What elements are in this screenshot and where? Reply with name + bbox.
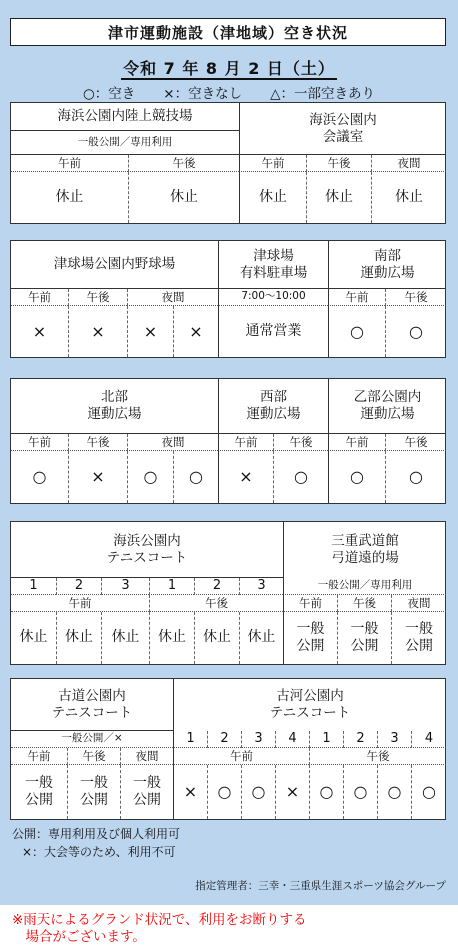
date-label: 令和 7 年 8 月 2 日（土） [123,59,335,78]
status-cell: ○ [411,765,446,819]
court-number: 3 [377,731,411,748]
col-header: 午前 [328,289,385,306]
col-header: 午前 [173,748,309,765]
rain-warning: ※雨天によるグランド状況で、利用をお断りする 場合がございます。 [12,912,307,945]
facility-name: 乙部公園内 運動広場 [328,379,446,434]
status-cell: 休止 [19,629,48,646]
status-cell: 一般 公開 [283,612,337,664]
status-cell: 一般 公開 [391,612,446,664]
status-cell: 一般 公開 [337,612,391,664]
facility-name: 三重武道館 弓道遠的場 [283,522,446,578]
facility-name: 西部 運動広場 [218,379,328,434]
col-header: 午後 [309,748,446,765]
status-cell: 通常営業 [218,306,328,357]
facility-name: 古道公園内 テニスコート [11,679,173,731]
court-number: 1 [309,731,343,748]
col-header: 午前 [239,155,306,172]
status-cell: × [32,321,47,341]
col-header: 午後 [385,434,446,451]
col-header: 午前 [11,748,67,765]
col-header: 午後 [306,155,371,172]
status-cell: × [275,765,309,819]
court-number: 2 [343,731,377,748]
court-number: 1 [149,578,194,595]
block-sports-grounds [10,378,446,504]
col-header: 夜間 [120,748,173,765]
col-header: 午前 [11,434,68,451]
col-header: 夜間 [391,595,446,612]
col-header: 午後 [337,595,391,612]
block-tennis-kyudo [10,521,446,665]
facility-sub: 一般公開／× [11,731,173,748]
col-header: 午前 [11,289,68,306]
status-cell: ○ [328,306,385,357]
col-header: 夜間 [127,289,218,306]
facility-name: 津球場公園内野球場 [11,241,218,289]
legend [0,82,458,102]
court-number: 2 [207,731,241,748]
facility-name: 海浜公園内陸上競技場 [11,103,239,131]
status-cell: 休止 [239,612,283,664]
col-header: 午後 [273,434,328,451]
status-cell: × [68,306,127,357]
status-cell: 休止 [101,612,149,664]
legend-partial: △：一部空きあり [270,86,375,102]
court-number: 4 [275,731,309,748]
status-cell: 休止 [55,188,84,205]
status-cell: ○ [309,765,343,819]
status-cell: 一般 公開 [67,765,120,819]
court-number: 4 [411,731,446,748]
col-header: 午後 [68,289,127,306]
col-header: 午後 [67,748,120,765]
facility-name: 津球場 有料駐車場 [218,241,328,289]
col-header: 夜間 [127,434,218,451]
facility-name: 南部 運動広場 [328,241,446,289]
status-cell: ○ [377,765,411,819]
col-header: 午前 [11,155,128,172]
status-cell: 一般 公開 [25,774,53,808]
facility-name: 海浜公園内 テニスコート [11,522,283,578]
col-header: 午後 [149,595,283,612]
status-cell: 休止 [149,612,194,664]
facility-sub: 一般公開／専用利用 [283,578,446,595]
col-header: 7:00～10:00 [218,289,328,306]
status-cell: ○ [343,765,377,819]
col-header: 午後 [68,434,127,451]
status-cell: 休止 [128,172,239,223]
col-header: 午前 [328,434,385,451]
status-cell: ○ [385,451,446,503]
status-cell: 一般 公開 [120,765,173,819]
facility-name: 海浜公園内 会議室 [239,103,446,155]
facility-sub: 一般公開／専用利用 [11,131,239,155]
status-cell: ○ [273,451,328,503]
col-header: 夜間 [371,155,446,172]
status-cell: × [173,765,207,819]
block-kaihin-stadium [10,102,446,224]
block-tsu-baseball [10,240,446,358]
col-header: 午後 [385,289,446,306]
note-unavailable: ×：大会等のため、利用不可 [22,845,176,859]
court-number: 3 [241,731,275,748]
court-number: 2 [56,578,101,595]
manager-note: 指定管理者：三幸・三重県生涯スポーツ協会グループ [195,880,446,892]
status-cell: ○ [328,451,385,503]
status-cell: 休止 [371,172,446,223]
status-cell: ○ [32,467,47,486]
note-public: 公開：専用利用及び個人利用可 [12,827,181,841]
status-cell: ○ [127,451,173,503]
col-header: 午後 [128,155,239,172]
status-cell: 休止 [306,172,371,223]
page-title: 津市運動施設（津地域）空き状況 [10,18,446,46]
status-cell: 休止 [239,172,306,223]
status-cell: ○ [173,451,218,503]
legend-full: ×：空きなし [163,86,243,102]
status-cell: × [127,306,173,357]
court-number: 2 [194,578,239,595]
status-cell: ○ [207,765,241,819]
col-header: 午前 [11,595,149,612]
block-kodo-furukawa-tennis [10,678,446,820]
status-cell: × [173,306,218,357]
status-cell: ○ [241,765,275,819]
court-number: 3 [239,578,283,595]
col-header: 午前 [283,595,337,612]
status-cell: × [68,451,127,503]
col-header: 午前 [218,434,273,451]
court-number: 1 [173,731,207,748]
status-cell: × [218,451,273,503]
facility-name: 北部 運動広場 [11,379,218,434]
court-number: 3 [101,578,149,595]
facility-name: 古河公園内 テニスコート [173,679,446,731]
status-cell: 休止 [194,612,239,664]
status-cell: ○ [385,306,446,357]
status-cell: 休止 [56,612,101,664]
court-number: 1 [11,578,56,595]
legend-available: ○：空き [83,86,136,102]
